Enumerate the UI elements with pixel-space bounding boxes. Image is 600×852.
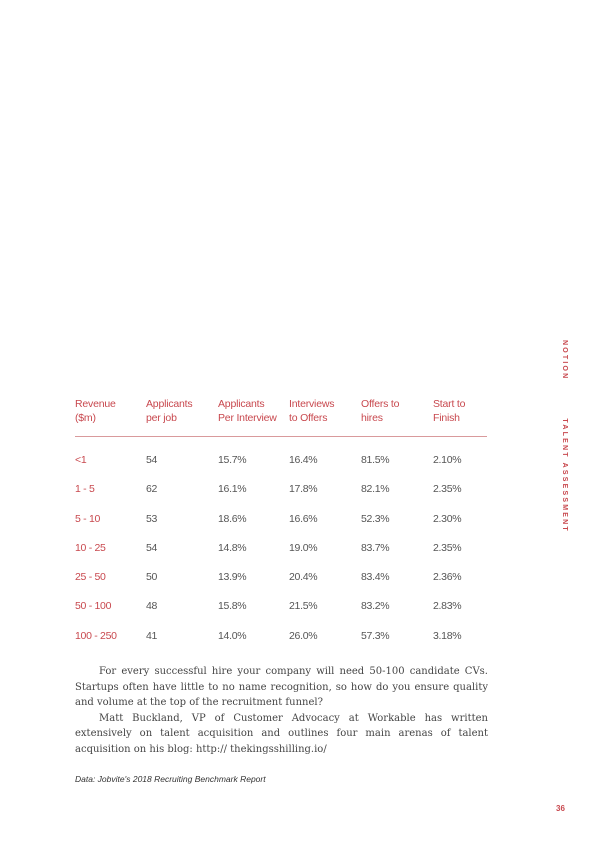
cell-offers-to-hires: 82.1%	[361, 483, 390, 496]
section-label: TALENT ASSESSMENT	[561, 418, 568, 533]
table-row	[75, 630, 487, 659]
cell-applicants-per-interview: 14.8%	[218, 541, 247, 554]
cell-applicants-per-job: 41	[146, 629, 158, 642]
table-row	[75, 454, 487, 483]
paragraph: Matt Buckland, VP of Customer Advocacy at Workable has written extensively on talent acquisition and outlines four main arenas of talent acquisition on his blog: http:// thekingsshilling.io/	[75, 712, 488, 755]
header-revenue: Revenue ($m)	[75, 398, 116, 424]
table-body	[75, 454, 487, 659]
cell-start-to-finish: 2.36%	[433, 571, 462, 584]
cell-offers-to-hires: 83.2%	[361, 600, 390, 613]
page-number: 36	[556, 804, 565, 813]
cell-interviews-to-offers: 16.4%	[289, 454, 318, 466]
cell-revenue: 10 - 25	[75, 541, 106, 554]
cell-applicants-per-job: 62	[146, 483, 158, 496]
cell-applicants-per-job: 54	[146, 541, 158, 554]
cell-revenue: 25 - 50	[75, 571, 106, 584]
header-applicants-per-job: Applicants per job	[146, 398, 193, 424]
source-citation: Data: Jobvite's 2018 Recruiting Benchmark Report	[75, 774, 266, 784]
cell-applicants-per-interview: 14.0%	[218, 629, 247, 642]
cell-applicants-per-interview: 15.8%	[218, 600, 247, 613]
brand-label: NOTION	[561, 340, 568, 381]
cell-interviews-to-offers: 21.5%	[289, 600, 318, 613]
cell-interviews-to-offers: 17.8%	[289, 483, 318, 496]
cell-offers-to-hires: 83.4%	[361, 571, 390, 584]
cell-applicants-per-job: 54	[146, 454, 158, 466]
cell-applicants-per-job: 53	[146, 512, 158, 525]
running-header	[556, 340, 568, 533]
cell-offers-to-hires: 81.5%	[361, 454, 390, 466]
cell-applicants-per-interview: 13.9%	[218, 571, 247, 584]
cell-applicants-per-interview: 18.6%	[218, 512, 247, 525]
cell-offers-to-hires: 57.3%	[361, 629, 390, 642]
paragraph: For every successful hire your company will need 50-100 candidate CVs. Startups often have little to no name recognition, so how do you ensure quality and volume at the top of the recruitment funnel?	[75, 666, 488, 709]
cell-revenue: <1	[75, 454, 87, 466]
table-row	[75, 571, 487, 600]
cell-interviews-to-offers: 19.0%	[289, 541, 318, 554]
cell-applicants-per-job: 48	[146, 600, 158, 613]
benchmark-table	[75, 397, 487, 642]
cell-start-to-finish: 3.18%	[433, 629, 462, 642]
table-row	[75, 600, 487, 629]
cell-start-to-finish: 2.83%	[433, 600, 462, 613]
cell-start-to-finish: 2.35%	[433, 483, 462, 496]
header-offers-to-hires: Offers to hires	[361, 398, 400, 424]
cell-applicants-per-job: 50	[146, 571, 158, 584]
cell-interviews-to-offers: 16.6%	[289, 512, 318, 525]
cell-start-to-finish: 2.10%	[433, 454, 462, 466]
body-text	[75, 664, 488, 758]
table-row	[75, 542, 487, 571]
cell-revenue: 5 - 10	[75, 512, 101, 525]
cell-revenue: 100 - 250	[75, 629, 117, 642]
header-interviews-to-offers: Interviews to Offers	[289, 398, 335, 424]
cell-interviews-to-offers: 20.4%	[289, 571, 318, 584]
cell-start-to-finish: 2.30%	[433, 512, 462, 525]
header-start-to-finish: Start to Finish	[433, 398, 466, 424]
cell-offers-to-hires: 83.7%	[361, 541, 390, 554]
cell-revenue: 1 - 5	[75, 483, 95, 496]
header-applicants-per-interview: Applicants Per Interview	[218, 398, 277, 424]
table-row	[75, 483, 487, 512]
cell-applicants-per-interview: 15.7%	[218, 454, 247, 466]
cell-start-to-finish: 2.35%	[433, 541, 462, 554]
table-header	[75, 397, 487, 437]
table-row	[75, 513, 487, 542]
cell-interviews-to-offers: 26.0%	[289, 629, 318, 642]
cell-applicants-per-interview: 16.1%	[218, 483, 247, 496]
cell-revenue: 50 - 100	[75, 600, 112, 613]
cell-offers-to-hires: 52.3%	[361, 512, 390, 525]
